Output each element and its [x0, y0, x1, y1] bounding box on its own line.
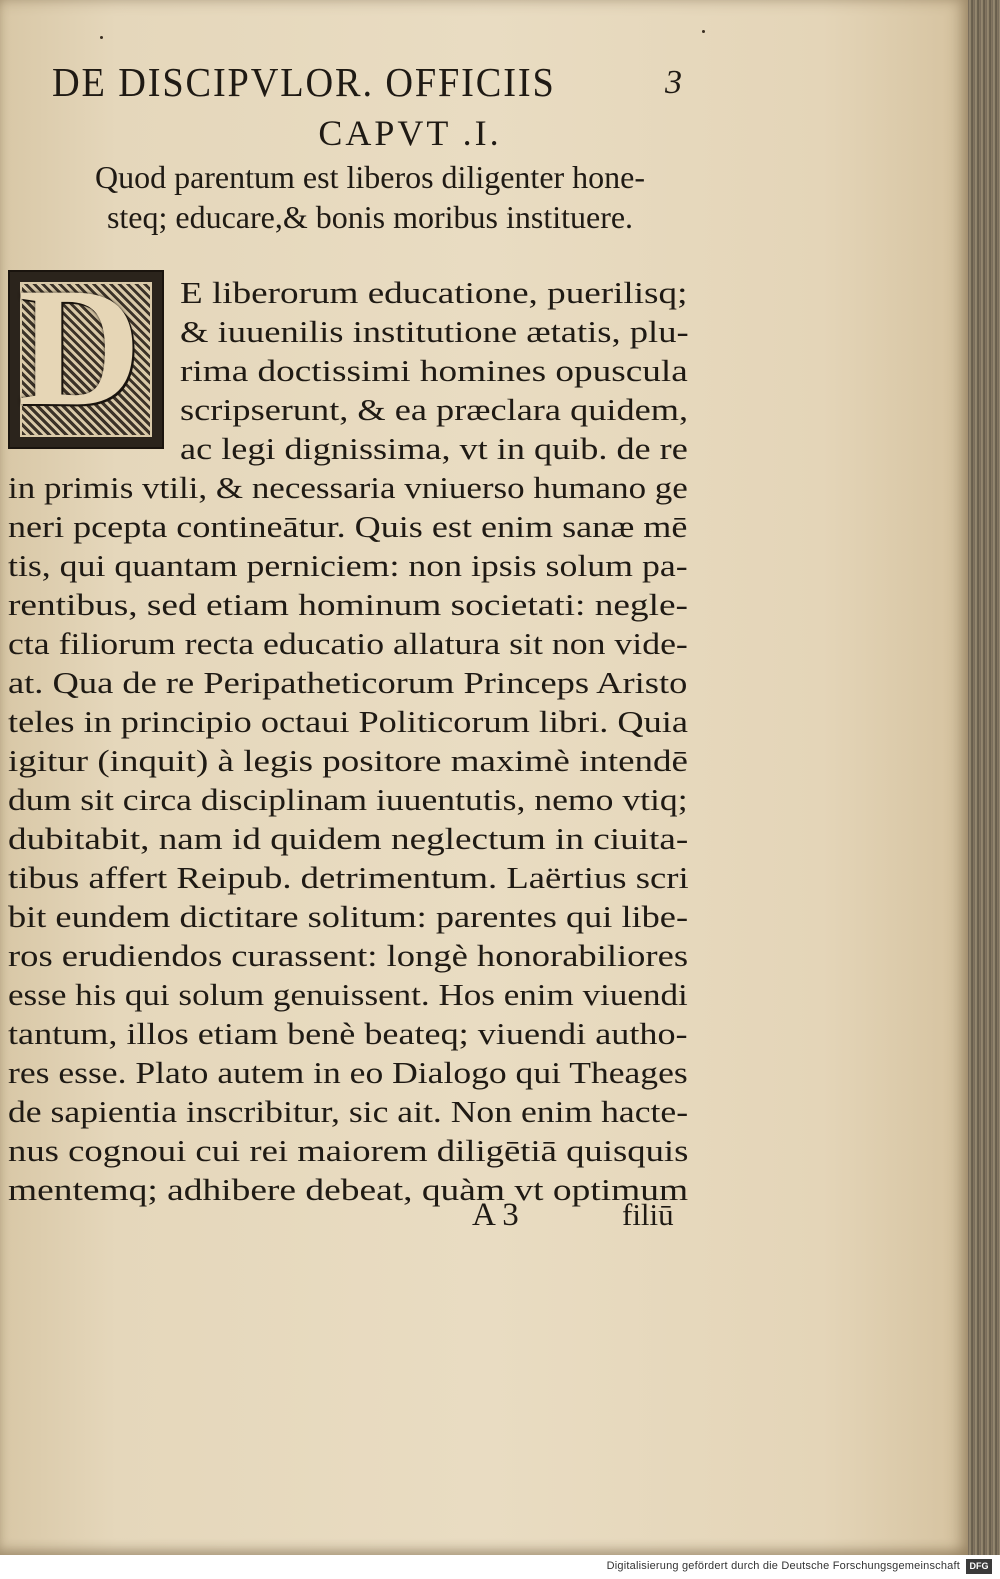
chapter-title: [40, 157, 700, 237]
body-line: tantum, illos etiam benè beateq; viuendi autho-: [8, 1016, 688, 1051]
body-line: res esse. Plato autem in eo Dialogo qui Theages: [8, 1055, 688, 1090]
signature-mark: A 3: [472, 1197, 519, 1233]
body-line: rima doctissimi homines opuscula: [180, 353, 688, 388]
body-line: tis, qui quantam perniciem: non ipsis solum pa-: [8, 548, 688, 583]
body-line: de sapientia inscribitur, sic ait. Non enim hacte-: [8, 1094, 689, 1129]
body-line: igitur (inquit) à legis positore maximè intendē: [8, 743, 688, 778]
chapter-title-line-1: Quod parentum est liberos diligenter hone-: [94, 159, 646, 195]
body-line: bit eundem dictitare solitum: parentes qui libe-: [8, 899, 689, 934]
body-line: teles in principio octaui Politicorum libri. Quia: [8, 704, 688, 739]
footer-band: [0, 1555, 1000, 1579]
body-line: at. Qua de re Peripatheticorum Princeps Aristo: [8, 665, 688, 700]
body-line: cta filiorum recta educatio allatura sit non vide-: [8, 626, 688, 661]
body-line: E liberorum educatione, puerilisq;: [180, 275, 688, 310]
chapter-title-line-2: steq; educare,& bonis moribus instituere.: [106, 199, 634, 235]
decorated-initial: [8, 253, 164, 449]
dfg-logo: DFG: [966, 1559, 992, 1574]
body-line: rentibus, sed etiam hominum societati: negle-: [8, 587, 688, 622]
initial-letter: D: [18, 253, 141, 441]
footer-credit: Digitalisierung gefördert durch die Deutsche Forschungsgemeinschaft: [606, 1560, 960, 1572]
body-line: ac legi dignissima, vt in quib. de re: [180, 431, 688, 466]
body-line: & iuuenilis institutione ætatis, plu-: [180, 314, 689, 349]
page-edges: [968, 0, 1000, 1555]
page-number: 3: [665, 64, 682, 101]
catchword: filiū: [622, 1197, 674, 1232]
body-line: nus cognoui cui rei maiorem diligētiā quisquis: [8, 1133, 689, 1168]
body-line: dubitabit, nam id quidem neglectum in ciuita-: [8, 821, 689, 856]
body-line: scripserunt, & ea præclara quidem,: [180, 392, 689, 427]
body-line: ros erudiendos curassent: longè honorabiliores: [8, 938, 689, 973]
body-line: dum sit circa disciplinam iuuentutis, nemo vtiq;: [8, 782, 688, 817]
body-line: neri pcepta contineātur. Quis est enim sanæ mē: [8, 509, 688, 544]
paper-speck: [702, 30, 705, 33]
chapter-heading: CAPVT .I.: [318, 113, 502, 153]
paper-speck: [100, 36, 103, 39]
running-head: DE DISCIPVLOR. OFFICIIS: [52, 59, 556, 105]
body-line: tibus affert Reipub. detrimentum. Laërtius scri: [8, 860, 689, 895]
body-line: esse his qui solum genuissent. Hos enim viuendi: [8, 977, 688, 1012]
body-line: in primis vtili, & necessaria vniuerso humano ge: [8, 470, 688, 505]
body-line: mentemq; adhibere debeat, quàm vt optimum: [8, 1172, 689, 1207]
